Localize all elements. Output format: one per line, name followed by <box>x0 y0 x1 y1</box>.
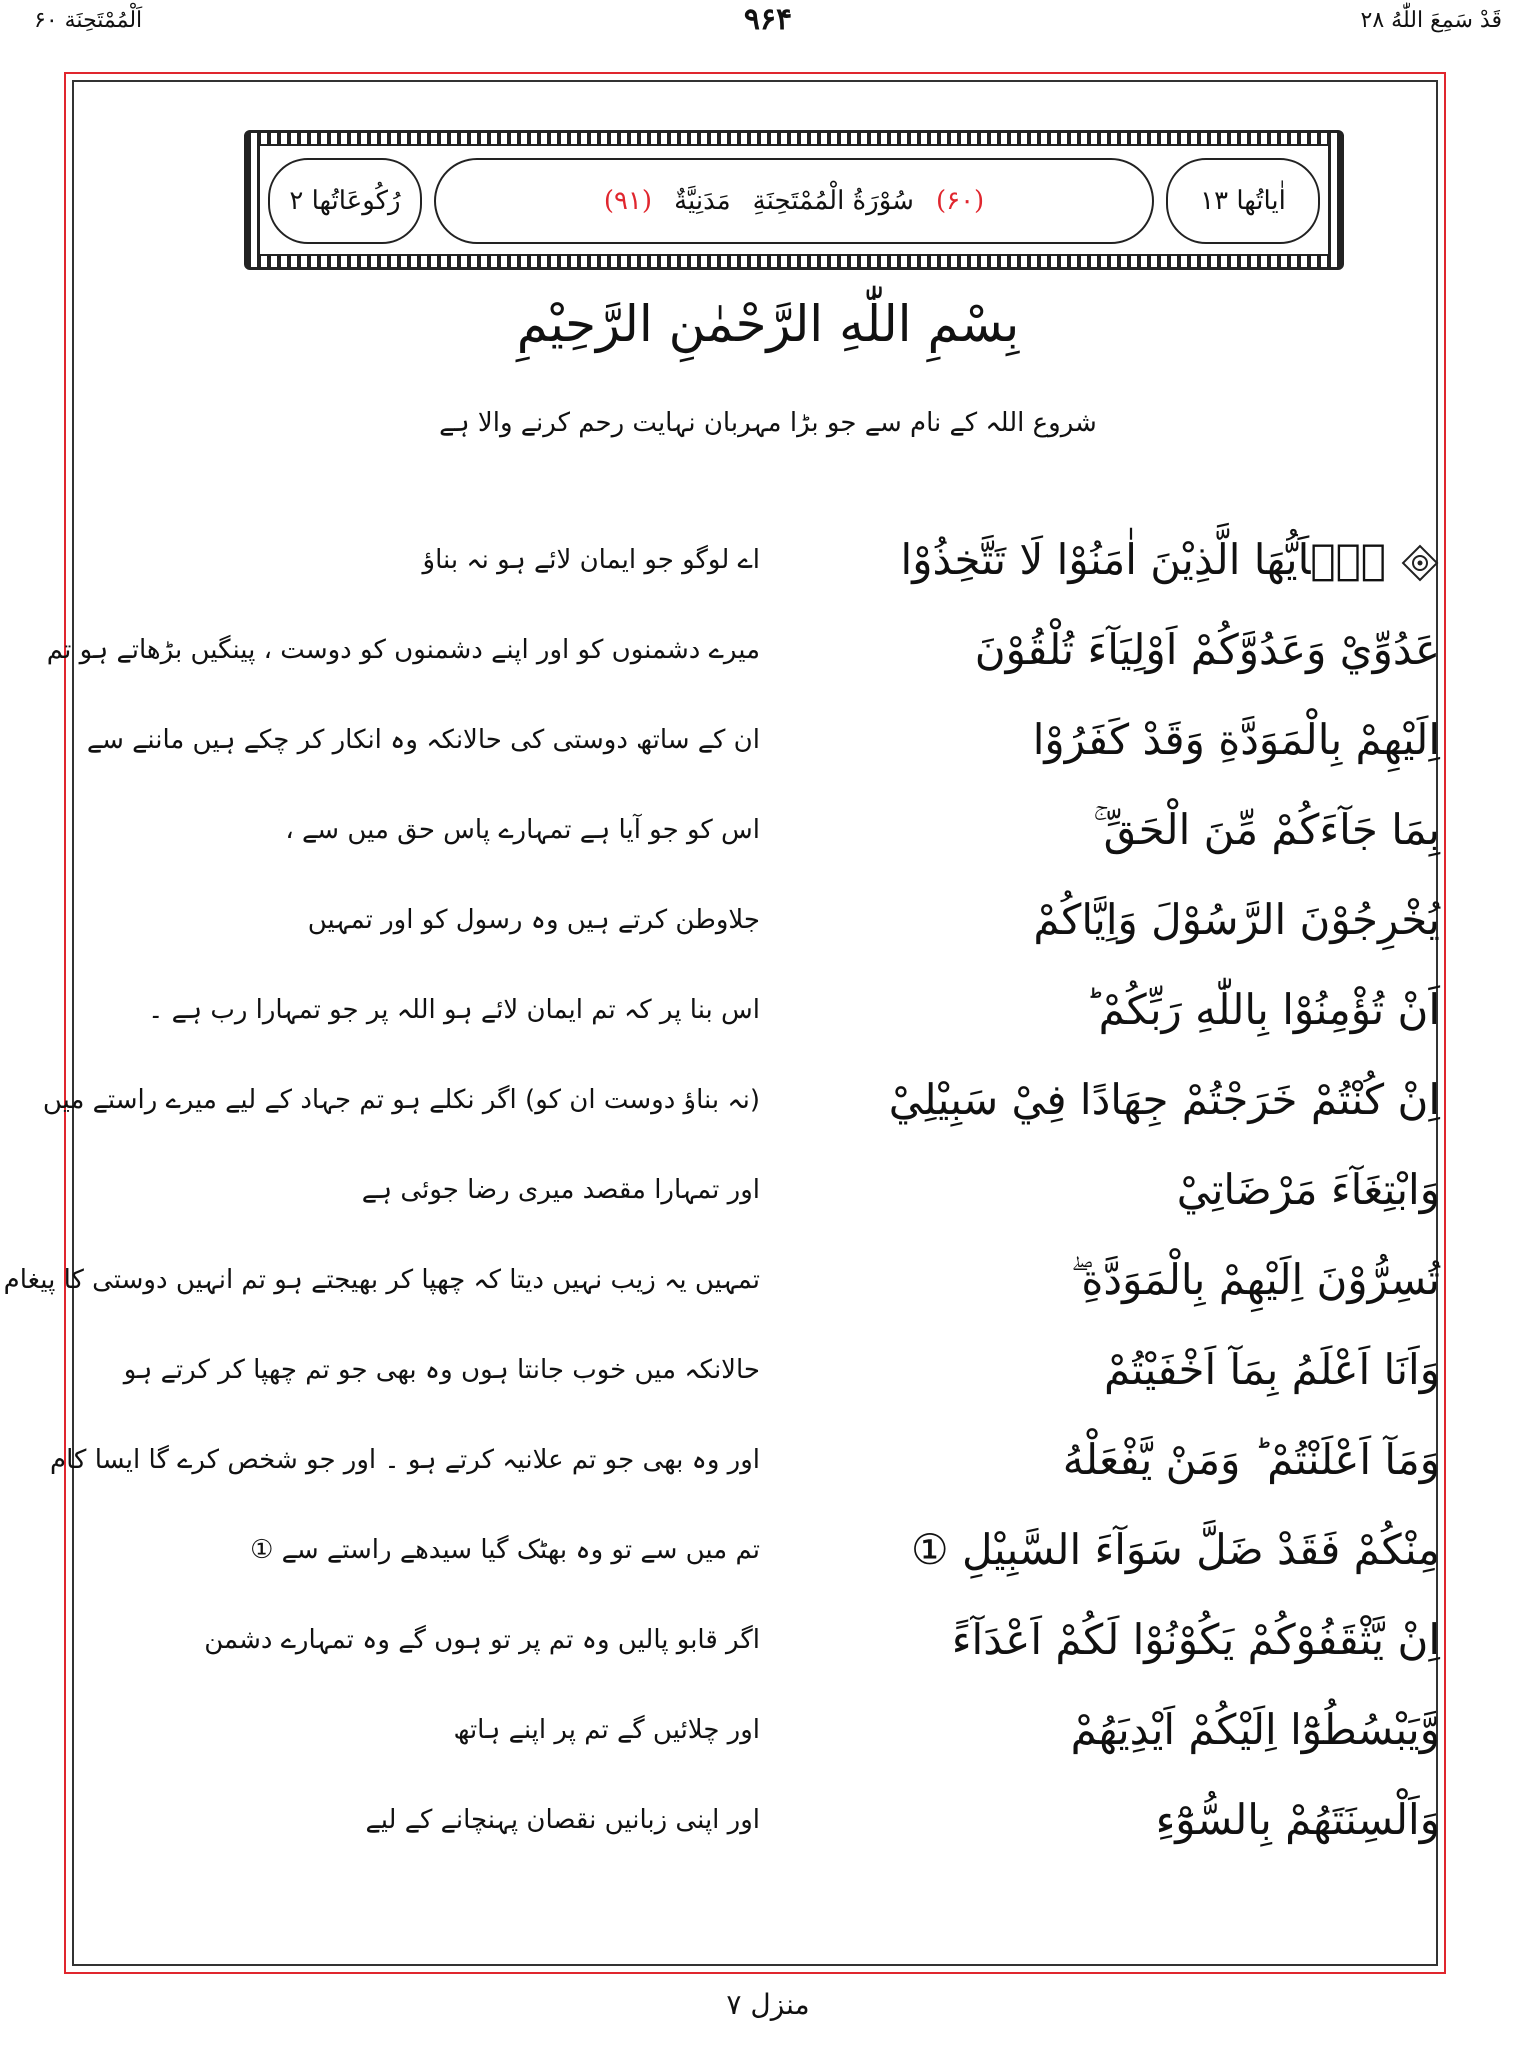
ruku-count-cartouche <box>268 158 422 244</box>
surah-banner <box>244 130 1344 270</box>
verse-row <box>86 700 1440 790</box>
urdu-translation: اے لوگو جو ایمان لائے ہو نہ بناؤ <box>422 545 760 575</box>
verse-row <box>100 1690 1440 1780</box>
arabic-text <box>800 1060 1440 1140</box>
manzil-footer: منزل ۷ <box>726 1988 810 2021</box>
arabic-text <box>800 1330 1440 1410</box>
arabic-text <box>800 1420 1440 1500</box>
arabic-text <box>800 1690 1440 1770</box>
ruku-count-label: رُکُوعَاتُھا ۲ <box>289 186 401 216</box>
surah-name: سُوْرَةُ الْمُمْتَحِنَةِ <box>752 186 914 216</box>
arabic-text <box>800 1780 1440 1860</box>
arabic-text <box>800 1240 1440 1320</box>
header-juz: قَدْ سَمِعَ اللّٰهُ ۲۸ <box>1360 8 1502 33</box>
urdu-translation: اور تمہارا مقصد میری رضا جوئی ہے <box>361 1175 760 1205</box>
arabic-line: وَاَنَا اَعْلَمُ بِمَآ اَخْفَيْتُمْ <box>1103 1345 1440 1394</box>
arabic-text <box>800 610 1440 690</box>
arabic-text <box>800 790 1440 870</box>
urdu-translation: تم میں سے تو وہ بھٹک گیا سیدھے راستے سے ① <box>250 1535 760 1565</box>
verse-row <box>50 1420 1440 1510</box>
verse-row <box>100 880 1440 970</box>
ayat-count-label: اٰیاتُھا ۱۳ <box>1200 186 1286 216</box>
arabic-line: اَنْ تُؤْمِنُوْا بِاللّٰهِ رَبِّكُمْ ؕ <box>1085 985 1440 1034</box>
verse-row <box>100 1510 1440 1600</box>
urdu-translation: اور چلائیں گے تم پر اپنے ہاتھ <box>453 1715 760 1745</box>
urdu-translation: میرے دشمنوں کو اور اپنے دشمنوں کو دوست ، پینگیں بڑھاتے ہو تم <box>46 635 760 665</box>
arabic-text <box>800 1510 1440 1590</box>
arabic-text <box>800 970 1440 1050</box>
bismillah: بِسْمِ اللّٰهِ الرَّحْمٰنِ الرَّحِيْمِ <box>516 295 1020 353</box>
verse-row <box>100 970 1440 1060</box>
verse-row <box>100 790 1440 880</box>
arabic-line: وَّيَبْسُطُوْٓا اِلَيْكُمْ اَيْدِيَهُمْ <box>1070 1705 1440 1754</box>
arabic-line: وَاَلْسِنَتَهُمْ بِالسُّوْٓءِ <box>1155 1795 1440 1844</box>
arabic-line: يٰۤاَيُّهَا الَّذِيْنَ اٰمَنُوْا لَا تَتَّخِذُوْا <box>900 535 1386 584</box>
arabic-line: وَمَآ اَعْلَنْتُمْ ؕ وَمَنْ يَّفْعَلْهُ <box>1062 1435 1440 1484</box>
verse-row <box>100 520 1440 610</box>
verse-row <box>46 610 1440 700</box>
surah-order: (۹۱) <box>603 186 653 216</box>
urdu-translation: اگر قابو پالیں وہ تم پر تو ہوں گے وہ تمہارے دشمن <box>204 1625 760 1655</box>
arabic-line: اِلَيْهِمْ بِالْمَوَدَّةِ وَقَدْ كَفَرُوْا <box>1032 715 1440 764</box>
page-number: ۹۶۴ <box>743 2 793 37</box>
arabic-line: بِمَا جَآءَكُمْ مِّنَ الْحَقِّ ۚ <box>1093 805 1440 854</box>
urdu-translation: اور وہ بھی جو تم علانیہ کرتے ہو ۔ اور جو شخص کرے گا ایسا کام <box>50 1445 760 1475</box>
ayat-count-cartouche <box>1166 158 1320 244</box>
surah-type: مَدَنِيَّةٌ <box>674 186 731 216</box>
urdu-translation: اس بنا پر کہ تم ایمان لائے ہو اللہ پر جو تمہارا رب ہے ۔ <box>148 995 760 1025</box>
arabic-text <box>800 880 1440 960</box>
urdu-translation: اس کو جو آیا ہے تمہارے پاس حق میں سے ، <box>285 815 760 845</box>
verse-row <box>3 1240 1440 1330</box>
arabic-line: اِنْ يَّثْقَفُوْكُمْ يَكُوْنُوْا لَكُمْ اَعْدَآءً <box>951 1615 1440 1664</box>
urdu-translation: حالانکہ میں خوب جانتا ہوں وہ بھی جو تم چھپا کر کرتے ہو <box>123 1355 760 1385</box>
verse-row <box>100 1330 1440 1420</box>
surah-number: (۶۰) <box>935 186 985 216</box>
arabic-text <box>800 520 1440 600</box>
arabic-text <box>800 1150 1440 1230</box>
arabic-line: وَابْتِغَآءَ مَرْضَاتِيْ <box>1176 1165 1440 1214</box>
arabic-line: اِنْ كُنْتُمْ خَرَجْتُمْ جِهَادًا فِيْ سَبِيْلِيْ <box>888 1075 1440 1124</box>
arabic-line: مِنْكُمْ فَقَدْ ضَلَّ سَوَآءَ السَّبِيْلِ ① <box>911 1525 1440 1574</box>
arabic-text <box>800 1600 1440 1680</box>
header-surah: اَلْمُمْتَحِنَة ۶۰ <box>34 8 143 33</box>
urdu-translation: جلاوطن کرتے ہیں وہ رسول کو اور تمہیں <box>307 905 760 935</box>
verse-row <box>100 1150 1440 1240</box>
urdu-translation: ان کے ساتھ دوستی کی حالانکہ وہ انکار کر چکے ہیں ماننے سے <box>86 725 760 755</box>
urdu-translation: (نہ بناؤ دوست ان کو) اگر نکلے ہو تم جہاد کے لیے میرے راستے میں <box>42 1085 760 1115</box>
verse-start-ornament-icon <box>1400 543 1440 583</box>
urdu-translation: اور اپنی زبانیں نقصان پہنچانے کے لیے <box>365 1805 760 1835</box>
arabic-text <box>800 700 1440 780</box>
arabic-line: تُسِرُّوْنَ اِلَيْهِمْ بِالْمَوَدَّةِ ۖ <box>1070 1255 1440 1304</box>
verse-row <box>42 1060 1440 1150</box>
arabic-line: يُخْرِجُوْنَ الرَّسُوْلَ وَاِيَّاكُمْ <box>1033 895 1440 944</box>
verse-row <box>100 1780 1440 1870</box>
verse-row <box>100 1600 1440 1690</box>
verse-rows <box>3 520 1440 1870</box>
surah-title-cartouche <box>434 158 1154 244</box>
arabic-line: عَدُوِّيْ وَعَدُوَّكُمْ اَوْلِيَآءَ تُلْقُوْنَ <box>974 625 1440 674</box>
translation-heading: شروع اللہ کے نام سے جو بڑا مہربان نہایت رحم کرنے والا ہے <box>439 408 1097 438</box>
urdu-translation: تمہیں یہ زیب نہیں دیتا کہ چھپا کر بھیجتے ہو تم انہیں دوستی کا پیغام <box>3 1265 760 1295</box>
